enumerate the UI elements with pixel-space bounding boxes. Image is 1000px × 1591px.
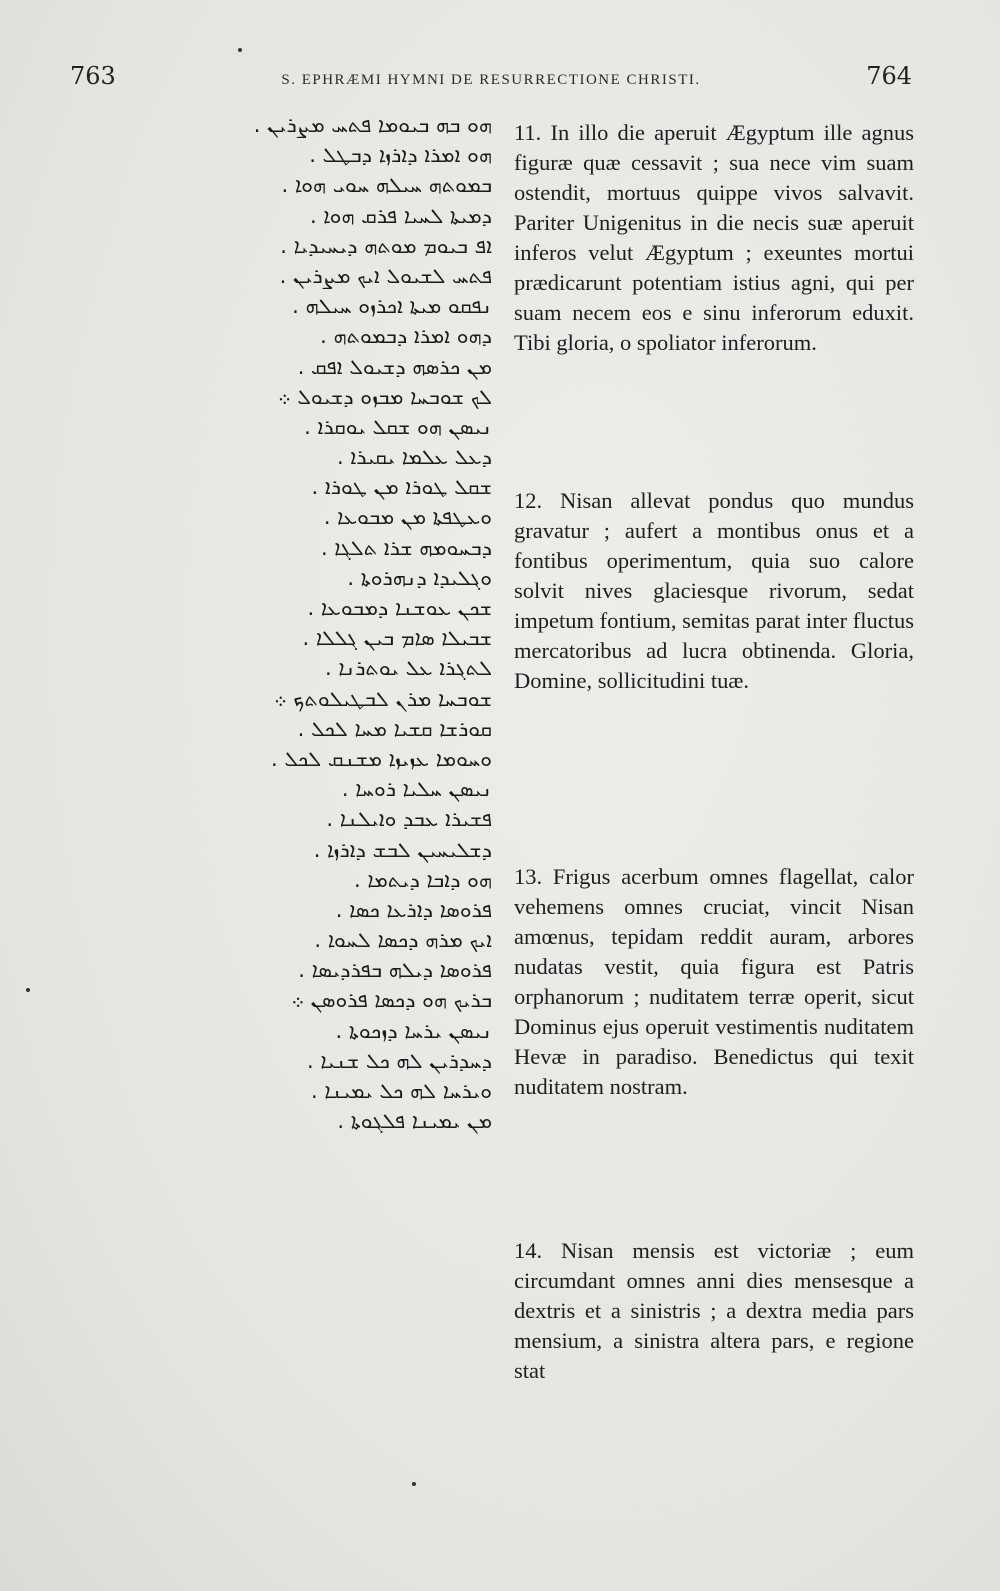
syriac-verse-line: ܫܩܠ ܛܘܪܐ ܡܢ ܛܘܪܐ . [311, 475, 492, 500]
syriac-verse-line: ܦܪܘܣܐ ܕܝܠܗ ܒܦܪܕܝܣܐ . [298, 958, 492, 983]
paragraph-number: 12. [514, 488, 543, 513]
latin-paragraph [514, 118, 914, 358]
right-page-number: 764 [866, 62, 912, 90]
syriac-verse-line: ܒܡܘܬܗ ܚܝܠܗ ܚܘܝ ܗܘܐ . [281, 173, 492, 198]
paragraph-number: 14. [514, 1238, 543, 1263]
syriac-text-column [72, 110, 492, 1136]
syriac-verse-line: ܕܚܕܪܝܢ ܠܗ ܟܠ ܫܢܝܐ . [307, 1048, 492, 1073]
syriac-verse-line: ܗܘ ܕܐܒܐ ܕܝܬܡܐ . [354, 867, 492, 892]
syriac-verse-line: ܕܒܚܘܡܗ ܫܪܐ ܬܠܓܐ . [320, 535, 492, 560]
syriac-verse-line: ܕܫܠܝܚܝܢ ܠܒܫ ܕܐܪܙܐ . [313, 837, 492, 862]
print-speck [238, 48, 242, 52]
syriac-verse-line: ܠܬܓܪܐ ܥܠ ܝܘܬܪܢܐ . [325, 656, 492, 681]
running-header [70, 62, 912, 98]
left-page-number: 763 [70, 62, 116, 90]
syriac-verse-line: ܡܢ ܝܡܝܢܐ ܦܠܓܘܬܐ . [337, 1109, 492, 1134]
syriac-verse-line: ܢܝܣܢ ܗܘ ܫܩܠ ܝܘܩܪܐ . [304, 414, 492, 439]
syriac-verse-line: ܕܗܘ ܐܡܪܐ ܕܒܡܘܬܗ . [320, 324, 492, 349]
syriac-verse-line: ܫܘܒܚܐ ܡܪܢ ܠܒܛܝܠܘܬܟ ܀ [273, 686, 492, 711]
syriac-verse-line: ܕܡܝܬܐ ܠܚܝܐ ܦܪܩ ܗܘܐ . [309, 203, 492, 228]
paragraph-text: Nisan allevat pondus quo mundus gravatur ; aufert a montibus onus et a fontibus operimentum, quia suo calore solvit nives glaciesque rivorum, sedat impetum fontium, semitas parat inter fluctus mercatoribus ad lucra obtinenda. Gloria, Domine, sollicitudini tuæ. [514, 488, 914, 693]
syriac-verse-line: ܫܒܝܠܐ ܣܐܡ ܒܝܢ ܓܠܠܐ . [302, 626, 492, 651]
print-speck [26, 988, 30, 992]
paragraph-number: 11. [514, 120, 542, 145]
running-title: S. EPHRÆMI HYMNI DE RESURRECTIONE CHRISTI. [281, 72, 701, 88]
syriac-verse-line: ܒܪܝܟ ܗܘ ܕܟܣܐ ܦܪܘܣܢ ܀ [291, 988, 492, 1013]
syriac-verse-line: ܦܪܘܣܐ ܕܐܪܥܐ ܟܣܐ . [335, 897, 492, 922]
syriac-verse-line: ܦܬܚ ܠܫܝܘܠ ܐܝܟ ܡܨܪܝܢ . [279, 263, 492, 288]
paragraph-text: Nisan mensis est victoriæ ; eum circumdant omnes anni dies mensesque a dextris et a sinistris ; a dextra media pars mensium, a sinistra altera pars, e regione stat [514, 1238, 914, 1383]
syriac-verse-line: ܐܝܟ ܡܪܗ ܕܟܣܐ ܠܚܘܐ . [314, 928, 492, 953]
syriac-verse-line: ܡܢ ܟܪܣܗ ܕܫܝܘܠ ܐܦܩ . [297, 354, 492, 379]
syriac-verse-line: ܢܝܣܢ ܝܪܚܐ ܕܙܟܘܬܐ . [335, 1018, 492, 1043]
syriac-verse-line: ܐܦ ܒܝܘܡ ܡܘܬܗ ܕܝܚܝܕܝܐ . [280, 233, 492, 258]
syriac-verse-line: ܠܟ ܫܘܒܚܐ ܡܒܙܘ ܕܫܝܘܠ ܀ [277, 384, 492, 409]
syriac-verse-line: ܗܘ ܒܗ ܒܝܘܡܐ ܦܬܚ ܡܨܪܝܢ . [253, 113, 492, 137]
syriac-verse-line: ܩܘܪܫܐ ܩܫܝܐ ܡܚܐ ܠܟܠ . [297, 716, 492, 741]
syriac-verse-line: ܘܓܠܝܕܐ ܕܢܗܪܘܬܐ . [347, 565, 492, 590]
syriac-verse-line: ܗܘ ܐܡܪܐ ܕܐܪܙܐ ܕܒܛܠ . [309, 143, 492, 168]
paragraph-text: In illo die aperuit Ægyptum ille agnus figuræ quæ cessavit ; sua nece vim suam ostendit, mortuus quippe vivos salvavit. Pariter Unigenitus in die necis suæ aperuit inferos velut Ægyptum ; exeuntes mortui prædicarunt potentiam istius agni, qui per suam necem eos e sinu inferorum eduxit. Tibi gloria, o spoliator inferorum. [514, 120, 915, 355]
syriac-verse-line: ܢܝܣܢ ܚܠܝܐ ܪܘܚܐ . [341, 777, 492, 802]
latin-paragraph [514, 1236, 914, 1386]
latin-paragraph [514, 486, 914, 696]
syriac-verse-line: ܕܥܠ ܥܠܡܐ ܝܩܝܪܐ . [337, 445, 492, 470]
paragraph-text: Frigus acerbum omnes flagellat, calor vehemens omnes cruciat, vincit Nisan amœnus, tepidam reddit auram, arbores nudatas vestit, quia figura est Patris orphanorum ; nuditatem terræ operit, sicut Dominus ejus operuit vestimentis nuditatem Hevæ in paradiso. Benedictus qui texit nuditatem nostram. [514, 864, 915, 1099]
print-speck [412, 1482, 416, 1486]
syriac-verse-line: ܘܚܘܡܐ ܥܙܝܙܐ ܡܫܢܩ ܠܟܠ . [271, 746, 492, 771]
syriac-verse-line: ܢܦܩܘ ܡܝܬܐ ܐܟܪܙܘ ܚܝܠܗ . [292, 294, 492, 319]
latin-paragraph [514, 862, 914, 1102]
syriac-verse-line: ܘܥܛܦܬܐ ܡܢ ܡܒܘܥܐ . [323, 505, 492, 530]
paragraph-number: 13. [514, 864, 543, 889]
syriac-verse-line: ܫܟܢ ܥܘܫܢܐ ܕܡܒܘܥܐ . [307, 596, 492, 620]
syriac-verse-line: ܦܫܝܪܐ ܥܒܕ ܘܐܝܠܢܐ . [326, 807, 492, 832]
syriac-verse-line: ܘܝܪܚܐ ܠܗ ܟܠ ܝܡܝܢܐ . [310, 1079, 492, 1103]
